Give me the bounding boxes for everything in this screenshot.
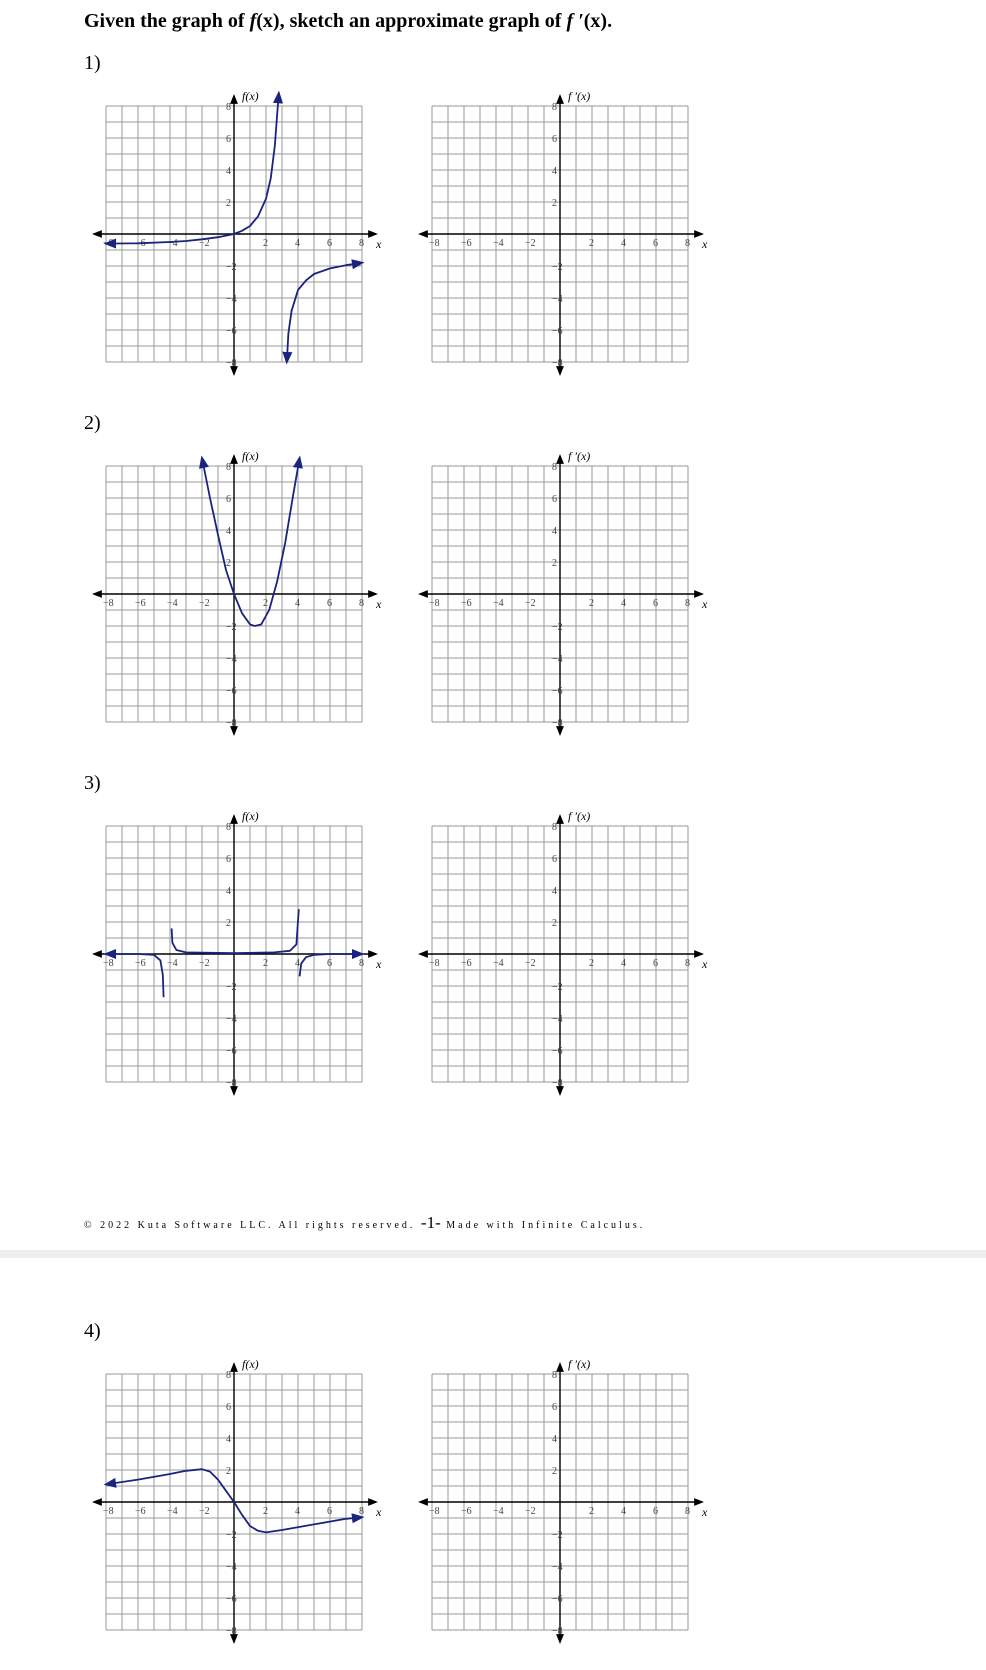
x-tick-label: 4 <box>295 1506 300 1517</box>
y-tick-label: 4 <box>552 886 557 897</box>
problem-3-f-graph <box>86 806 386 1106</box>
x-tick-label: 6 <box>653 238 658 249</box>
y-tick-label: 6 <box>226 854 231 865</box>
f-axis-label: f(x) <box>242 449 259 463</box>
x-tick-label: −2 <box>525 1506 536 1517</box>
y-tick-label: −4 <box>552 294 563 305</box>
problem-3-number: 3) <box>84 772 101 794</box>
x-tick-label: 2 <box>589 238 594 249</box>
title-fp-arg: (x) <box>583 10 608 32</box>
y-tick-label: 2 <box>226 558 231 569</box>
x-tick-label: 6 <box>327 1506 332 1517</box>
fprime-axis-label: f ′(x) <box>568 809 591 823</box>
y-tick-label: 2 <box>552 918 557 929</box>
y-tick-label: −4 <box>226 654 237 665</box>
y-tick-label: −8 <box>226 358 237 369</box>
x-tick-label: −2 <box>199 238 210 249</box>
footer-made-with: Made with Infinite Calculus. <box>446 1220 646 1231</box>
y-tick-label: −2 <box>552 622 563 633</box>
x-axis-label: x <box>376 957 382 971</box>
x-tick-label: 6 <box>327 598 332 609</box>
y-tick-label: −4 <box>552 1562 563 1573</box>
x-tick-label: 8 <box>359 238 364 249</box>
graph-canvas <box>412 1354 712 1654</box>
x-tick-label: −6 <box>135 238 146 249</box>
x-tick-label: 8 <box>685 598 690 609</box>
title-fp-label: f ′ <box>566 10 584 32</box>
problem-2-f-graph <box>86 446 386 746</box>
y-tick-label: −4 <box>552 654 563 665</box>
x-tick-label: −4 <box>493 238 504 249</box>
x-axis-label: x <box>376 597 382 611</box>
y-tick-label: −6 <box>552 1594 563 1605</box>
y-tick-label: −2 <box>226 1530 237 1541</box>
worksheet-title <box>84 10 612 33</box>
x-tick-label: −8 <box>429 958 440 969</box>
x-axis-label: x <box>702 957 708 971</box>
x-tick-label: 8 <box>359 1506 364 1517</box>
y-tick-label: 6 <box>552 854 557 865</box>
title-f-arg: (x) <box>256 10 280 32</box>
x-tick-label: 4 <box>295 598 300 609</box>
y-tick-label: −8 <box>226 1078 237 1089</box>
x-axis-label: x <box>376 1505 382 1519</box>
x-tick-label: 2 <box>263 958 268 969</box>
y-tick-label: −8 <box>552 1078 563 1089</box>
x-tick-label: −4 <box>493 958 504 969</box>
problem-4-fprime-graph[interactable] <box>412 1354 712 1654</box>
title-middle: , sketch an approximate graph of <box>279 10 567 32</box>
x-tick-label: −8 <box>103 958 114 969</box>
x-tick-label: −2 <box>525 598 536 609</box>
y-tick-label: −8 <box>552 718 563 729</box>
y-tick-label: 2 <box>226 198 231 209</box>
problem-4-f-graph <box>86 1354 386 1654</box>
y-tick-label: 8 <box>552 102 557 113</box>
x-tick-label: −2 <box>199 598 210 609</box>
x-tick-label: 6 <box>653 598 658 609</box>
curve-segment <box>172 909 299 953</box>
x-tick-label: 2 <box>263 1506 268 1517</box>
y-tick-label: −2 <box>226 622 237 633</box>
problem-1-fprime-graph[interactable] <box>412 86 712 386</box>
x-axis-label: x <box>702 597 708 611</box>
y-tick-label: −6 <box>552 686 563 697</box>
x-tick-label: −8 <box>103 1506 114 1517</box>
title-prefix: Given the graph of <box>84 10 250 32</box>
x-tick-label: −2 <box>525 958 536 969</box>
problem-2-fprime-graph[interactable] <box>412 446 712 746</box>
y-tick-label: 4 <box>226 1434 231 1445</box>
x-tick-label: −8 <box>103 598 114 609</box>
x-tick-label: 8 <box>685 1506 690 1517</box>
fprime-axis-label: f ′(x) <box>568 1357 591 1371</box>
y-tick-label: −4 <box>226 1014 237 1025</box>
title-f-label: f <box>249 10 257 32</box>
x-tick-label: 6 <box>327 238 332 249</box>
x-tick-label: 2 <box>589 1506 594 1517</box>
curve-segment <box>106 93 279 243</box>
graph-canvas <box>86 86 386 386</box>
graph-canvas <box>412 806 712 1106</box>
x-tick-label: −2 <box>525 238 536 249</box>
x-tick-label: 4 <box>621 958 626 969</box>
x-tick-label: 8 <box>359 958 364 969</box>
x-tick-label: 2 <box>263 238 268 249</box>
problem-3-fprime-graph[interactable] <box>412 806 712 1106</box>
footer-page-number: -1- <box>420 1213 441 1232</box>
x-tick-label: −6 <box>135 1506 146 1517</box>
y-tick-label: −8 <box>226 1626 237 1637</box>
y-tick-label: −4 <box>552 1014 563 1025</box>
x-tick-label: 4 <box>295 238 300 249</box>
y-tick-label: 8 <box>226 102 231 113</box>
x-tick-label: 6 <box>653 1506 658 1517</box>
x-tick-label: 8 <box>685 958 690 969</box>
x-tick-label: −6 <box>461 958 472 969</box>
footer-copyright: © 2022 Kuta Software LLC. All rights reserved. <box>84 1220 416 1231</box>
x-axis-label: x <box>702 237 708 251</box>
y-tick-label: −2 <box>226 262 237 273</box>
y-tick-label: −6 <box>226 686 237 697</box>
problem-1-number: 1) <box>84 52 101 74</box>
y-tick-label: 8 <box>552 462 557 473</box>
y-tick-label: 6 <box>552 494 557 505</box>
y-tick-label: −2 <box>552 1530 563 1541</box>
problem-2-number: 2) <box>84 412 101 434</box>
x-tick-label: 8 <box>359 598 364 609</box>
x-tick-label: −8 <box>429 238 440 249</box>
x-tick-label: −8 <box>429 598 440 609</box>
x-tick-label: 4 <box>621 238 626 249</box>
x-tick-label: 6 <box>327 958 332 969</box>
page-break-divider <box>0 1250 986 1258</box>
x-tick-label: −4 <box>167 598 178 609</box>
y-tick-label: 2 <box>226 918 231 929</box>
y-tick-label: −4 <box>226 294 237 305</box>
x-tick-label: 4 <box>621 1506 626 1517</box>
page-footer <box>84 1213 645 1233</box>
y-tick-label: −2 <box>552 982 563 993</box>
x-tick-label: −6 <box>461 238 472 249</box>
x-tick-label: 2 <box>263 598 268 609</box>
y-tick-label: 2 <box>552 558 557 569</box>
graph-canvas <box>412 446 712 746</box>
x-tick-label: −4 <box>167 958 178 969</box>
graph-canvas <box>86 1354 386 1654</box>
y-tick-label: −8 <box>552 358 563 369</box>
x-tick-label: −6 <box>135 598 146 609</box>
problem-4-number: 4) <box>84 1320 101 1342</box>
x-tick-label: 6 <box>653 958 658 969</box>
fprime-axis-label: f ′(x) <box>568 449 591 463</box>
y-tick-label: −6 <box>226 326 237 337</box>
x-tick-label: −4 <box>167 1506 178 1517</box>
y-tick-label: 2 <box>552 1466 557 1477</box>
x-tick-label: −6 <box>461 598 472 609</box>
fprime-axis-label: f ′(x) <box>568 89 591 103</box>
y-tick-label: −6 <box>552 1046 563 1057</box>
problem-1-f-graph <box>86 86 386 386</box>
curve-segment <box>202 458 300 626</box>
x-tick-label: 4 <box>621 598 626 609</box>
y-tick-label: 4 <box>552 1434 557 1445</box>
graph-canvas <box>412 86 712 386</box>
x-axis-label: x <box>376 237 382 251</box>
y-tick-label: 2 <box>226 1466 231 1477</box>
y-tick-label: −4 <box>226 1562 237 1573</box>
f-axis-label: f(x) <box>242 1357 259 1371</box>
x-tick-label: 8 <box>685 238 690 249</box>
x-tick-label: −8 <box>103 238 114 249</box>
x-tick-label: −2 <box>199 958 210 969</box>
y-tick-label: −8 <box>226 718 237 729</box>
x-tick-label: −4 <box>493 598 504 609</box>
x-axis-label: x <box>702 1505 708 1519</box>
y-tick-label: −8 <box>552 1626 563 1637</box>
y-tick-label: 4 <box>226 886 231 897</box>
y-tick-label: 6 <box>552 1402 557 1413</box>
y-tick-label: 6 <box>226 134 231 145</box>
f-axis-label: f(x) <box>242 89 259 103</box>
graph-canvas <box>86 446 386 746</box>
y-tick-label: 6 <box>226 1402 231 1413</box>
y-tick-label: 8 <box>552 1370 557 1381</box>
y-tick-label: 4 <box>552 166 557 177</box>
x-tick-label: 4 <box>295 958 300 969</box>
y-tick-label: 8 <box>552 822 557 833</box>
y-tick-label: 4 <box>226 526 231 537</box>
f-axis-label: f(x) <box>242 809 259 823</box>
x-tick-label: −8 <box>429 1506 440 1517</box>
y-tick-label: 2 <box>552 198 557 209</box>
x-tick-label: −2 <box>199 1506 210 1517</box>
y-tick-label: 4 <box>226 166 231 177</box>
y-tick-label: −6 <box>226 1594 237 1605</box>
x-tick-label: −6 <box>135 958 146 969</box>
x-tick-label: −4 <box>167 238 178 249</box>
title-suffix: . <box>607 10 613 32</box>
y-tick-label: −2 <box>552 262 563 273</box>
y-tick-label: 8 <box>226 462 231 473</box>
graph-canvas <box>86 806 386 1106</box>
y-tick-label: 8 <box>226 822 231 833</box>
x-tick-label: −6 <box>461 1506 472 1517</box>
y-tick-label: 4 <box>552 526 557 537</box>
y-tick-label: 8 <box>226 1370 231 1381</box>
y-tick-label: −2 <box>226 982 237 993</box>
y-tick-label: −6 <box>226 1046 237 1057</box>
y-tick-label: 6 <box>226 494 231 505</box>
x-tick-label: 2 <box>589 598 594 609</box>
x-tick-label: −4 <box>493 1506 504 1517</box>
y-tick-label: 6 <box>552 134 557 145</box>
x-tick-label: 2 <box>589 958 594 969</box>
y-tick-label: −6 <box>552 326 563 337</box>
